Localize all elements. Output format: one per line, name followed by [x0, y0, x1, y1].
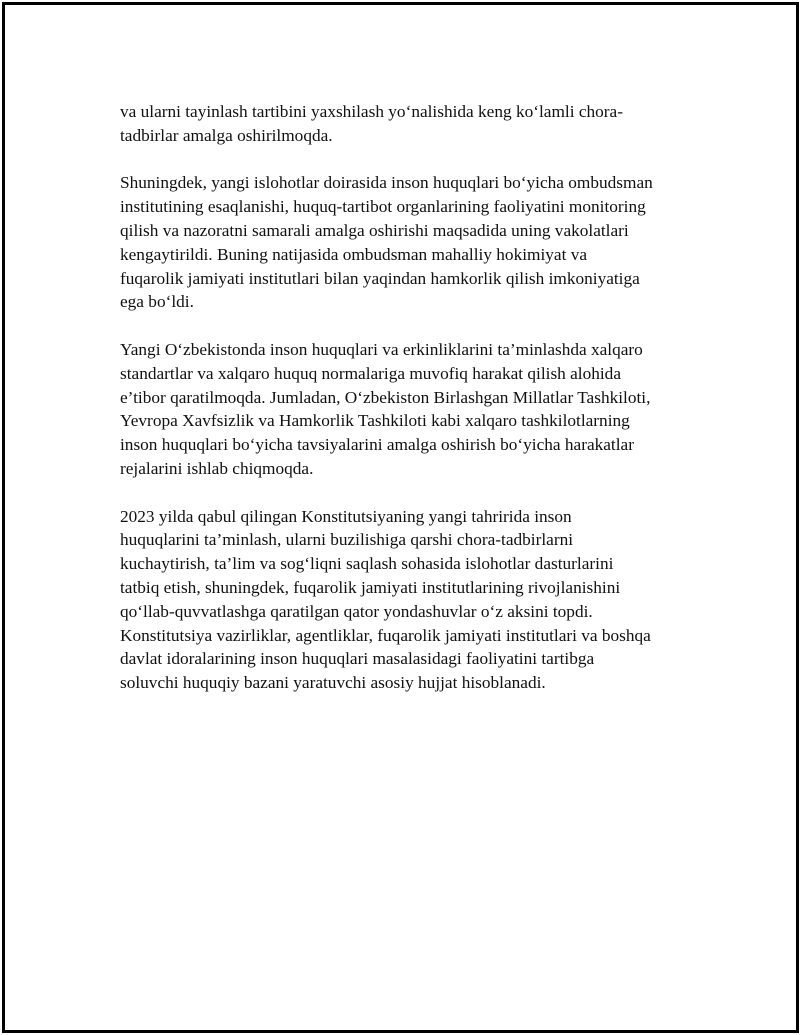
paragraph-2: Shuningdek, yangi islohotlar doirasida inson huquqlari bo‘yicha ombudsman institutining esaqlanishi, huquq-tartibot organlarining faoliyatini monitoring qilish va nazoratni samarali amalga oshirishi maqsadida uning vakolatlari kengaytirildi. Buning natijasida ombudsman mahalliy hokimiyat va fuqarolik jamiyati institutlari bilan yaqindan hamkorlik qilish imkoniyatiga ega bo‘ldi.	[120, 173, 653, 312]
paragraph-1: va ularni tayinlash tartibini yaxshilash yo‘nalishida keng ko‘lamli chora- tadbirlar amalga oshirilmoqda.	[120, 102, 623, 145]
paragraph-3: Yangi O‘zbekistonda inson huquqlari va erkinliklarini ta’minlashda xalqaro standartlar va xalqaro huquq normalariga muvofiq harakat qilish alohida e’tibor qaratilmoqda. Jumladan, O‘zbekiston Birlashgan Millatlar Tashkiloti, Yevropa Xavfsizlik va Hamkorlik Tashkiloti kabi xalqaro tashkilotlarning inson huquqlari bo‘yicha tavsiyalarini amalga oshirish bo‘yicha harakatlar rejalarini ishlab chiqmoqda.	[120, 339, 651, 478]
paragraph-4: 2023 yilda qabul qilingan Konstitutsiyaning yangi tahririda inson huquqlarini ta’minlash, ularni buzilishiga qarshi chora-tadbirlarni kuchaytirish, ta’lim va sog‘liqni saqlash sohasida islohotlar dasturlarini tatbiq etish, shuningdek, fuqarolik jamiyati institutlarining rivojlanishini qo‘llab-quvvatlashga qaratilgan qator yondashuvlar o‘z aksini topdi. Konstitutsiya vazirliklar, agentliklar, fuqarolik jamiyati institutlari va boshqa davlat idoralarining inson huquqlari masalasidagi faoliyatini tartibga soluvchi huquqiy bazani yaratuvchi asosiy hujjat hisoblanadi.	[120, 506, 651, 693]
page-frame	[2, 2, 799, 1033]
page-body	[120, 100, 705, 719]
